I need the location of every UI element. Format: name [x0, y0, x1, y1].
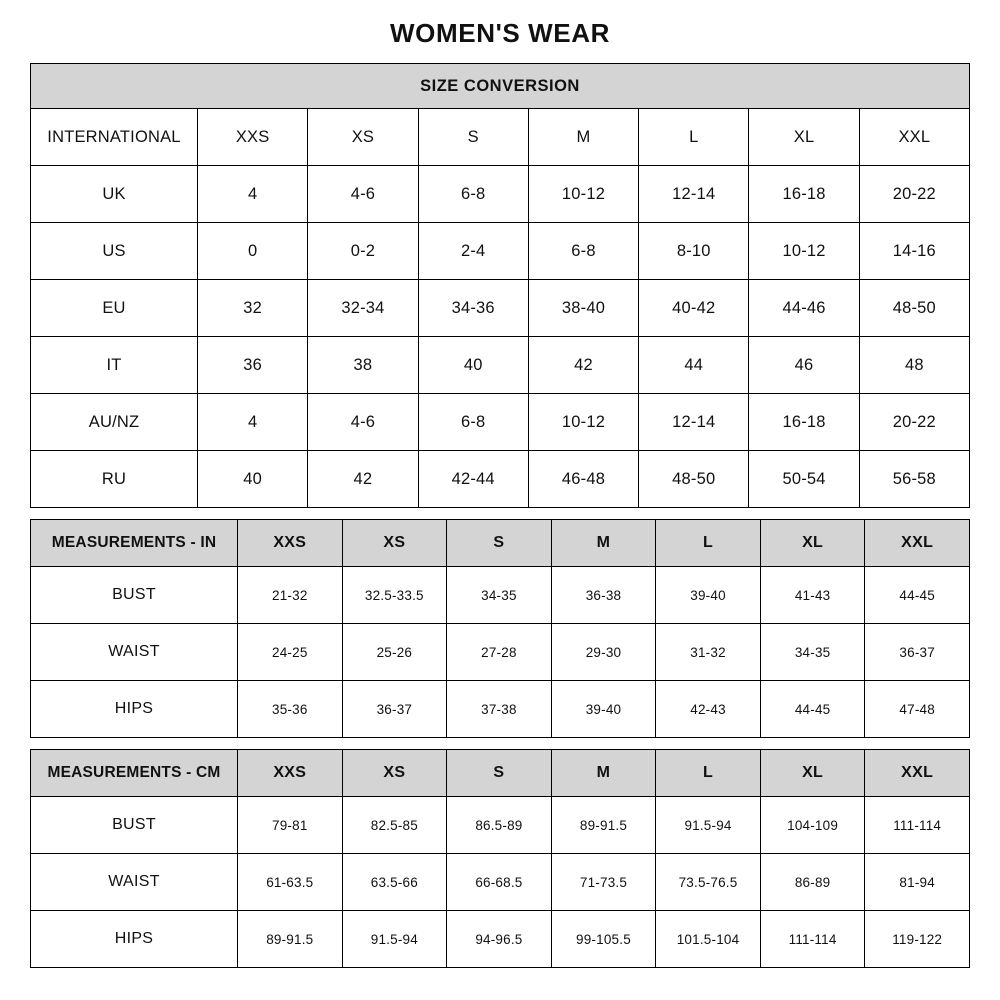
size-cell: 6-8: [418, 166, 528, 223]
column-header: XL: [760, 520, 865, 567]
row-label: WAIST: [31, 854, 238, 911]
measurement-cell: 73.5-76.5: [656, 854, 761, 911]
measurement-cell: 39-40: [551, 681, 656, 738]
table-row: [31, 280, 970, 337]
size-cell: 4: [198, 166, 308, 223]
table-header-row: [31, 750, 970, 797]
measurement-cell: 82.5-85: [342, 797, 447, 854]
measurement-cell: 32.5-33.5: [342, 567, 447, 624]
size-cell: 44-46: [749, 280, 859, 337]
size-cell: 36: [198, 337, 308, 394]
size-cell: 38: [308, 337, 418, 394]
measurement-cell: 91.5-94: [342, 911, 447, 968]
measurement-cell: 104-109: [760, 797, 865, 854]
size-cell: 6-8: [418, 394, 528, 451]
measurement-cell: 91.5-94: [656, 797, 761, 854]
size-cell: 48-50: [859, 280, 969, 337]
table-row: [31, 337, 970, 394]
size-cell: 20-22: [859, 394, 969, 451]
measurement-cell: 66-68.5: [447, 854, 552, 911]
table-row: [31, 911, 970, 968]
size-cell: 0-2: [308, 223, 418, 280]
table-row: [31, 624, 970, 681]
size-cell: 40: [198, 451, 308, 508]
table-row: [31, 854, 970, 911]
measurement-cell: 111-114: [760, 911, 865, 968]
table-row: [31, 166, 970, 223]
size-cell: 38-40: [528, 280, 638, 337]
measurement-cell: 27-28: [447, 624, 552, 681]
measurement-cell: 44-45: [865, 567, 970, 624]
measurement-cell: 34-35: [760, 624, 865, 681]
row-label: UK: [31, 166, 198, 223]
row-label: AU/NZ: [31, 394, 198, 451]
column-header: L: [656, 520, 761, 567]
size-cell: 56-58: [859, 451, 969, 508]
measurements-in-header: MEASUREMENTS - IN: [31, 520, 238, 567]
size-cell: 16-18: [749, 166, 859, 223]
row-label: IT: [31, 337, 198, 394]
measurement-cell: 94-96.5: [447, 911, 552, 968]
measurement-cell: 86.5-89: [447, 797, 552, 854]
size-cell: M: [528, 109, 638, 166]
measurement-cell: 35-36: [238, 681, 343, 738]
measurement-cell: 41-43: [760, 567, 865, 624]
measurement-cell: 81-94: [865, 854, 970, 911]
row-label: HIPS: [31, 911, 238, 968]
measurement-cell: 89-91.5: [551, 797, 656, 854]
size-cell: XL: [749, 109, 859, 166]
table-header-row: [31, 64, 970, 109]
size-cell: L: [639, 109, 749, 166]
size-cell: 0: [198, 223, 308, 280]
measurement-cell: 25-26: [342, 624, 447, 681]
size-cell: XXS: [198, 109, 308, 166]
size-cell: 34-36: [418, 280, 528, 337]
size-cell: 12-14: [639, 394, 749, 451]
row-label: US: [31, 223, 198, 280]
row-label: EU: [31, 280, 198, 337]
column-header: XS: [342, 520, 447, 567]
size-cell: 42: [528, 337, 638, 394]
measurement-cell: 61-63.5: [238, 854, 343, 911]
size-cell: 32-34: [308, 280, 418, 337]
column-header: L: [656, 750, 761, 797]
table-header-row: [31, 520, 970, 567]
row-label: BUST: [31, 797, 238, 854]
measurement-cell: 36-37: [342, 681, 447, 738]
measurement-cell: 99-105.5: [551, 911, 656, 968]
measurements-cm-header: MEASUREMENTS - CM: [31, 750, 238, 797]
measurement-cell: 31-32: [656, 624, 761, 681]
row-label: HIPS: [31, 681, 238, 738]
table-row: [31, 797, 970, 854]
size-cell: 4-6: [308, 394, 418, 451]
column-header: XXS: [238, 750, 343, 797]
size-conversion-table: [30, 63, 970, 508]
size-cell: XXL: [859, 109, 969, 166]
measurement-cell: 39-40: [656, 567, 761, 624]
size-cell: 16-18: [749, 394, 859, 451]
measurement-cell: 24-25: [238, 624, 343, 681]
column-header: XL: [760, 750, 865, 797]
measurement-cell: 21-32: [238, 567, 343, 624]
size-cell: 4-6: [308, 166, 418, 223]
measurement-cell: 36-38: [551, 567, 656, 624]
measurement-cell: 89-91.5: [238, 911, 343, 968]
size-cell: 48-50: [639, 451, 749, 508]
size-cell: 40: [418, 337, 528, 394]
size-cell: 10-12: [528, 166, 638, 223]
size-cell: S: [418, 109, 528, 166]
size-cell: 20-22: [859, 166, 969, 223]
size-cell: 8-10: [639, 223, 749, 280]
column-header: M: [551, 520, 656, 567]
column-header: S: [447, 520, 552, 567]
row-label: INTERNATIONAL: [31, 109, 198, 166]
size-cell: 6-8: [528, 223, 638, 280]
size-cell: 32: [198, 280, 308, 337]
size-conversion-header: SIZE CONVERSION: [31, 64, 970, 109]
measurement-cell: 36-37: [865, 624, 970, 681]
column-header: S: [447, 750, 552, 797]
measurement-cell: 44-45: [760, 681, 865, 738]
measurement-cell: 42-43: [656, 681, 761, 738]
size-cell: 12-14: [639, 166, 749, 223]
measurement-cell: 47-48: [865, 681, 970, 738]
row-label: WAIST: [31, 624, 238, 681]
measurement-cell: 34-35: [447, 567, 552, 624]
size-cell: XS: [308, 109, 418, 166]
column-header: M: [551, 750, 656, 797]
column-header: XXS: [238, 520, 343, 567]
measurements-cm-table: [30, 749, 970, 968]
page-title: WOMEN'S WEAR: [390, 18, 610, 48]
row-label: BUST: [31, 567, 238, 624]
size-cell: 42-44: [418, 451, 528, 508]
size-cell: 2-4: [418, 223, 528, 280]
measurement-cell: 71-73.5: [551, 854, 656, 911]
size-cell: 40-42: [639, 280, 749, 337]
measurement-cell: 63.5-66: [342, 854, 447, 911]
size-cell: 42: [308, 451, 418, 508]
column-header: XXL: [865, 750, 970, 797]
column-header: XS: [342, 750, 447, 797]
measurement-cell: 86-89: [760, 854, 865, 911]
table-row: [31, 394, 970, 451]
measurement-cell: 79-81: [238, 797, 343, 854]
measurement-cell: 119-122: [865, 911, 970, 968]
size-cell: 48: [859, 337, 969, 394]
table-row: [31, 681, 970, 738]
size-cell: 50-54: [749, 451, 859, 508]
measurements-in-table: [30, 519, 970, 738]
table-row: [31, 451, 970, 508]
size-cell: 46: [749, 337, 859, 394]
size-cell: 14-16: [859, 223, 969, 280]
table-row: [31, 567, 970, 624]
size-cell: 46-48: [528, 451, 638, 508]
row-label: RU: [31, 451, 198, 508]
measurement-cell: 101.5-104: [656, 911, 761, 968]
size-cell: 4: [198, 394, 308, 451]
table-row: [31, 109, 970, 166]
size-cell: 10-12: [528, 394, 638, 451]
size-cell: 44: [639, 337, 749, 394]
measurement-cell: 111-114: [865, 797, 970, 854]
size-cell: 10-12: [749, 223, 859, 280]
table-row: [31, 223, 970, 280]
measurement-cell: 37-38: [447, 681, 552, 738]
measurement-cell: 29-30: [551, 624, 656, 681]
column-header: XXL: [865, 520, 970, 567]
